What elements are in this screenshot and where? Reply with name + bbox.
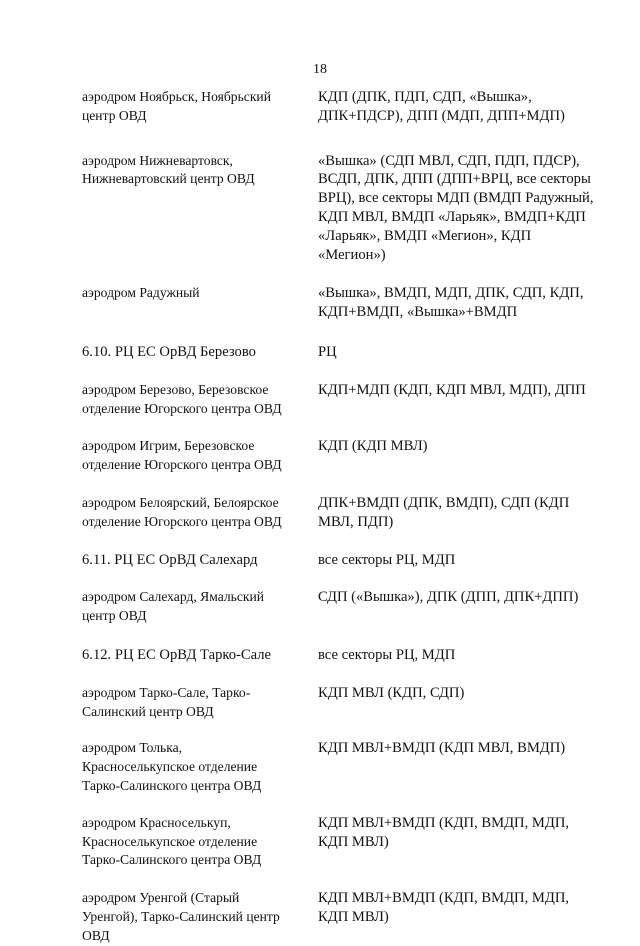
control-units [318, 588, 602, 626]
text-line: аэродром Березово, Березовское [82, 381, 269, 397]
text-line: Тарко-Салинского центра ОВД [82, 852, 262, 868]
text-line: 6.12. РЦ ЕС ОрВД Тарко-Сале [82, 646, 271, 663]
text-line: ВРЦ), все секторы МДП (ВМДП Радужный, [318, 190, 594, 207]
text-line: КДП МВЛ+ВМДП (КДП, ВМДП, МДП, [318, 890, 570, 907]
section-row [82, 343, 602, 362]
text-line: РЦ [318, 343, 337, 360]
text-line: Красноселькупское отделение [82, 833, 258, 849]
aerodrome-name [82, 152, 318, 265]
aerodrome-name [82, 889, 318, 945]
text-line: МВЛ, ПДП) [318, 513, 394, 530]
text-line: ВСДП, ДПК, ДПП (ДПП+ВРЦ, все секторы [318, 171, 591, 188]
text-line: аэродром Салехард, Ямальский [82, 589, 265, 605]
section-row [82, 646, 602, 665]
control-units [318, 551, 602, 570]
text-line: КДП МВЛ (КДП, СДП) [318, 684, 465, 701]
aerodrome-name [82, 739, 318, 795]
text-line: отделение Югорского центра ОВД [82, 513, 282, 529]
control-units [318, 494, 602, 532]
aerodrome-name [82, 494, 318, 532]
aerodrome-name [82, 284, 318, 322]
text-line: 6.10. РЦ ЕС ОрВД Березово [82, 343, 256, 360]
text-line: ДПК+ПДСР), ДПП (МДП, ДПП+МДП) [318, 107, 565, 124]
text-line: «Вышка», ВМДП, МДП, ДПК, СДП, КДП, [318, 285, 584, 302]
aerodrome-name [82, 684, 318, 722]
table-row [82, 437, 602, 475]
text-line: 6.11. РЦ ЕС ОрВД Салехард [82, 551, 258, 568]
aerodrome-name [82, 381, 318, 419]
text-line: аэродром Белоярский, Белоярское [82, 494, 279, 510]
text-line: аэродром Красноселькуп, [82, 814, 231, 830]
document-table [82, 88, 602, 946]
aerodrome-name [82, 814, 318, 870]
text-line: КДП МВЛ+ВМДП (КДП, ВМДП, МДП, [318, 814, 570, 831]
text-line: ОВД [82, 927, 110, 943]
text-line: КДП МВЛ, ВМДП «Ларьяк», ВМДП+КДП [318, 208, 586, 225]
table-row [82, 284, 602, 322]
control-units [318, 152, 602, 265]
aerodrome-name [82, 88, 318, 126]
table-row [82, 381, 602, 419]
text-line: КДП МВЛ) [318, 908, 389, 925]
text-line: аэродром Тарко-Сале, Тарко- [82, 684, 251, 700]
control-units [318, 646, 602, 665]
aerodrome-name [82, 437, 318, 475]
text-line: «Вышка» (СДП МВЛ, СДП, ПДП, ПДСР), [318, 152, 580, 169]
control-units [318, 88, 602, 126]
text-line: КДП+МДП (КДП, КДП МВЛ, МДП), ДПП [318, 381, 586, 398]
text-line: аэродром Толька, [82, 740, 183, 756]
text-line: аэродром Игрим, Березовское [82, 438, 255, 454]
table-row [82, 588, 602, 626]
control-units [318, 814, 602, 870]
table-row [82, 494, 602, 532]
text-line: КДП (КДП МВЛ) [318, 438, 428, 455]
table-row [82, 739, 602, 795]
page-number: 18 [313, 62, 327, 77]
control-units [318, 343, 602, 362]
text-line: Тарко-Салинского центра ОВД [82, 777, 262, 793]
text-line: аэродром Уренгой (Старый [82, 890, 240, 906]
text-line: КДП МВЛ) [318, 833, 389, 850]
table-row [82, 889, 602, 945]
text-line: центр ОВД [82, 107, 147, 123]
text-line: КДП (ДПК, ПДП, СДП, «Вышка», [318, 89, 532, 105]
control-units [318, 684, 602, 722]
text-line: центр ОВД [82, 608, 147, 624]
text-line: отделение Югорского центра ОВД [82, 400, 282, 416]
text-line: аэродром Ноябрьск, Ноябрьский [82, 89, 271, 104]
section-title [82, 646, 318, 665]
text-line: «Ларьяк», ВМДП «Мегион», КДП [318, 227, 532, 244]
text-line: все секторы РЦ, МДП [318, 646, 456, 663]
text-line: Салинский центр ОВД [82, 703, 214, 719]
section-title [82, 551, 318, 570]
section-row [82, 551, 602, 570]
text-line: Нижневартовский центр ОВД [82, 171, 255, 187]
text-line: Красноселькупское отделение [82, 759, 258, 775]
text-line: КДП МВЛ+ВМДП (КДП МВЛ, ВМДП) [318, 740, 566, 757]
table-row [82, 814, 602, 870]
text-line: СДП («Вышка»), ДПК (ДПП, ДПК+ДПП) [318, 589, 579, 606]
text-line: Уренгой), Тарко-Салинский центр [82, 908, 280, 924]
text-line: ДПК+ВМДП (ДПК, ВМДП), СДП (КДП [318, 494, 570, 511]
text-line: аэродром Нижневартовск, [82, 152, 233, 168]
control-units [318, 889, 602, 945]
text-line: отделение Югорского центра ОВД [82, 457, 282, 473]
text-line: КДП+ВМДП, «Вышка»+ВМДП [318, 304, 518, 321]
control-units [318, 284, 602, 322]
section-title [82, 343, 318, 362]
table-row [82, 88, 602, 126]
control-units [318, 381, 602, 419]
table-row [82, 684, 602, 722]
text-line: все секторы РЦ, МДП [318, 551, 456, 568]
text-line: «Мегион») [318, 246, 386, 263]
aerodrome-name [82, 588, 318, 626]
control-units [318, 437, 602, 475]
control-units [318, 739, 602, 795]
table-row [82, 152, 602, 265]
text-line: аэродром Радужный [82, 285, 200, 301]
